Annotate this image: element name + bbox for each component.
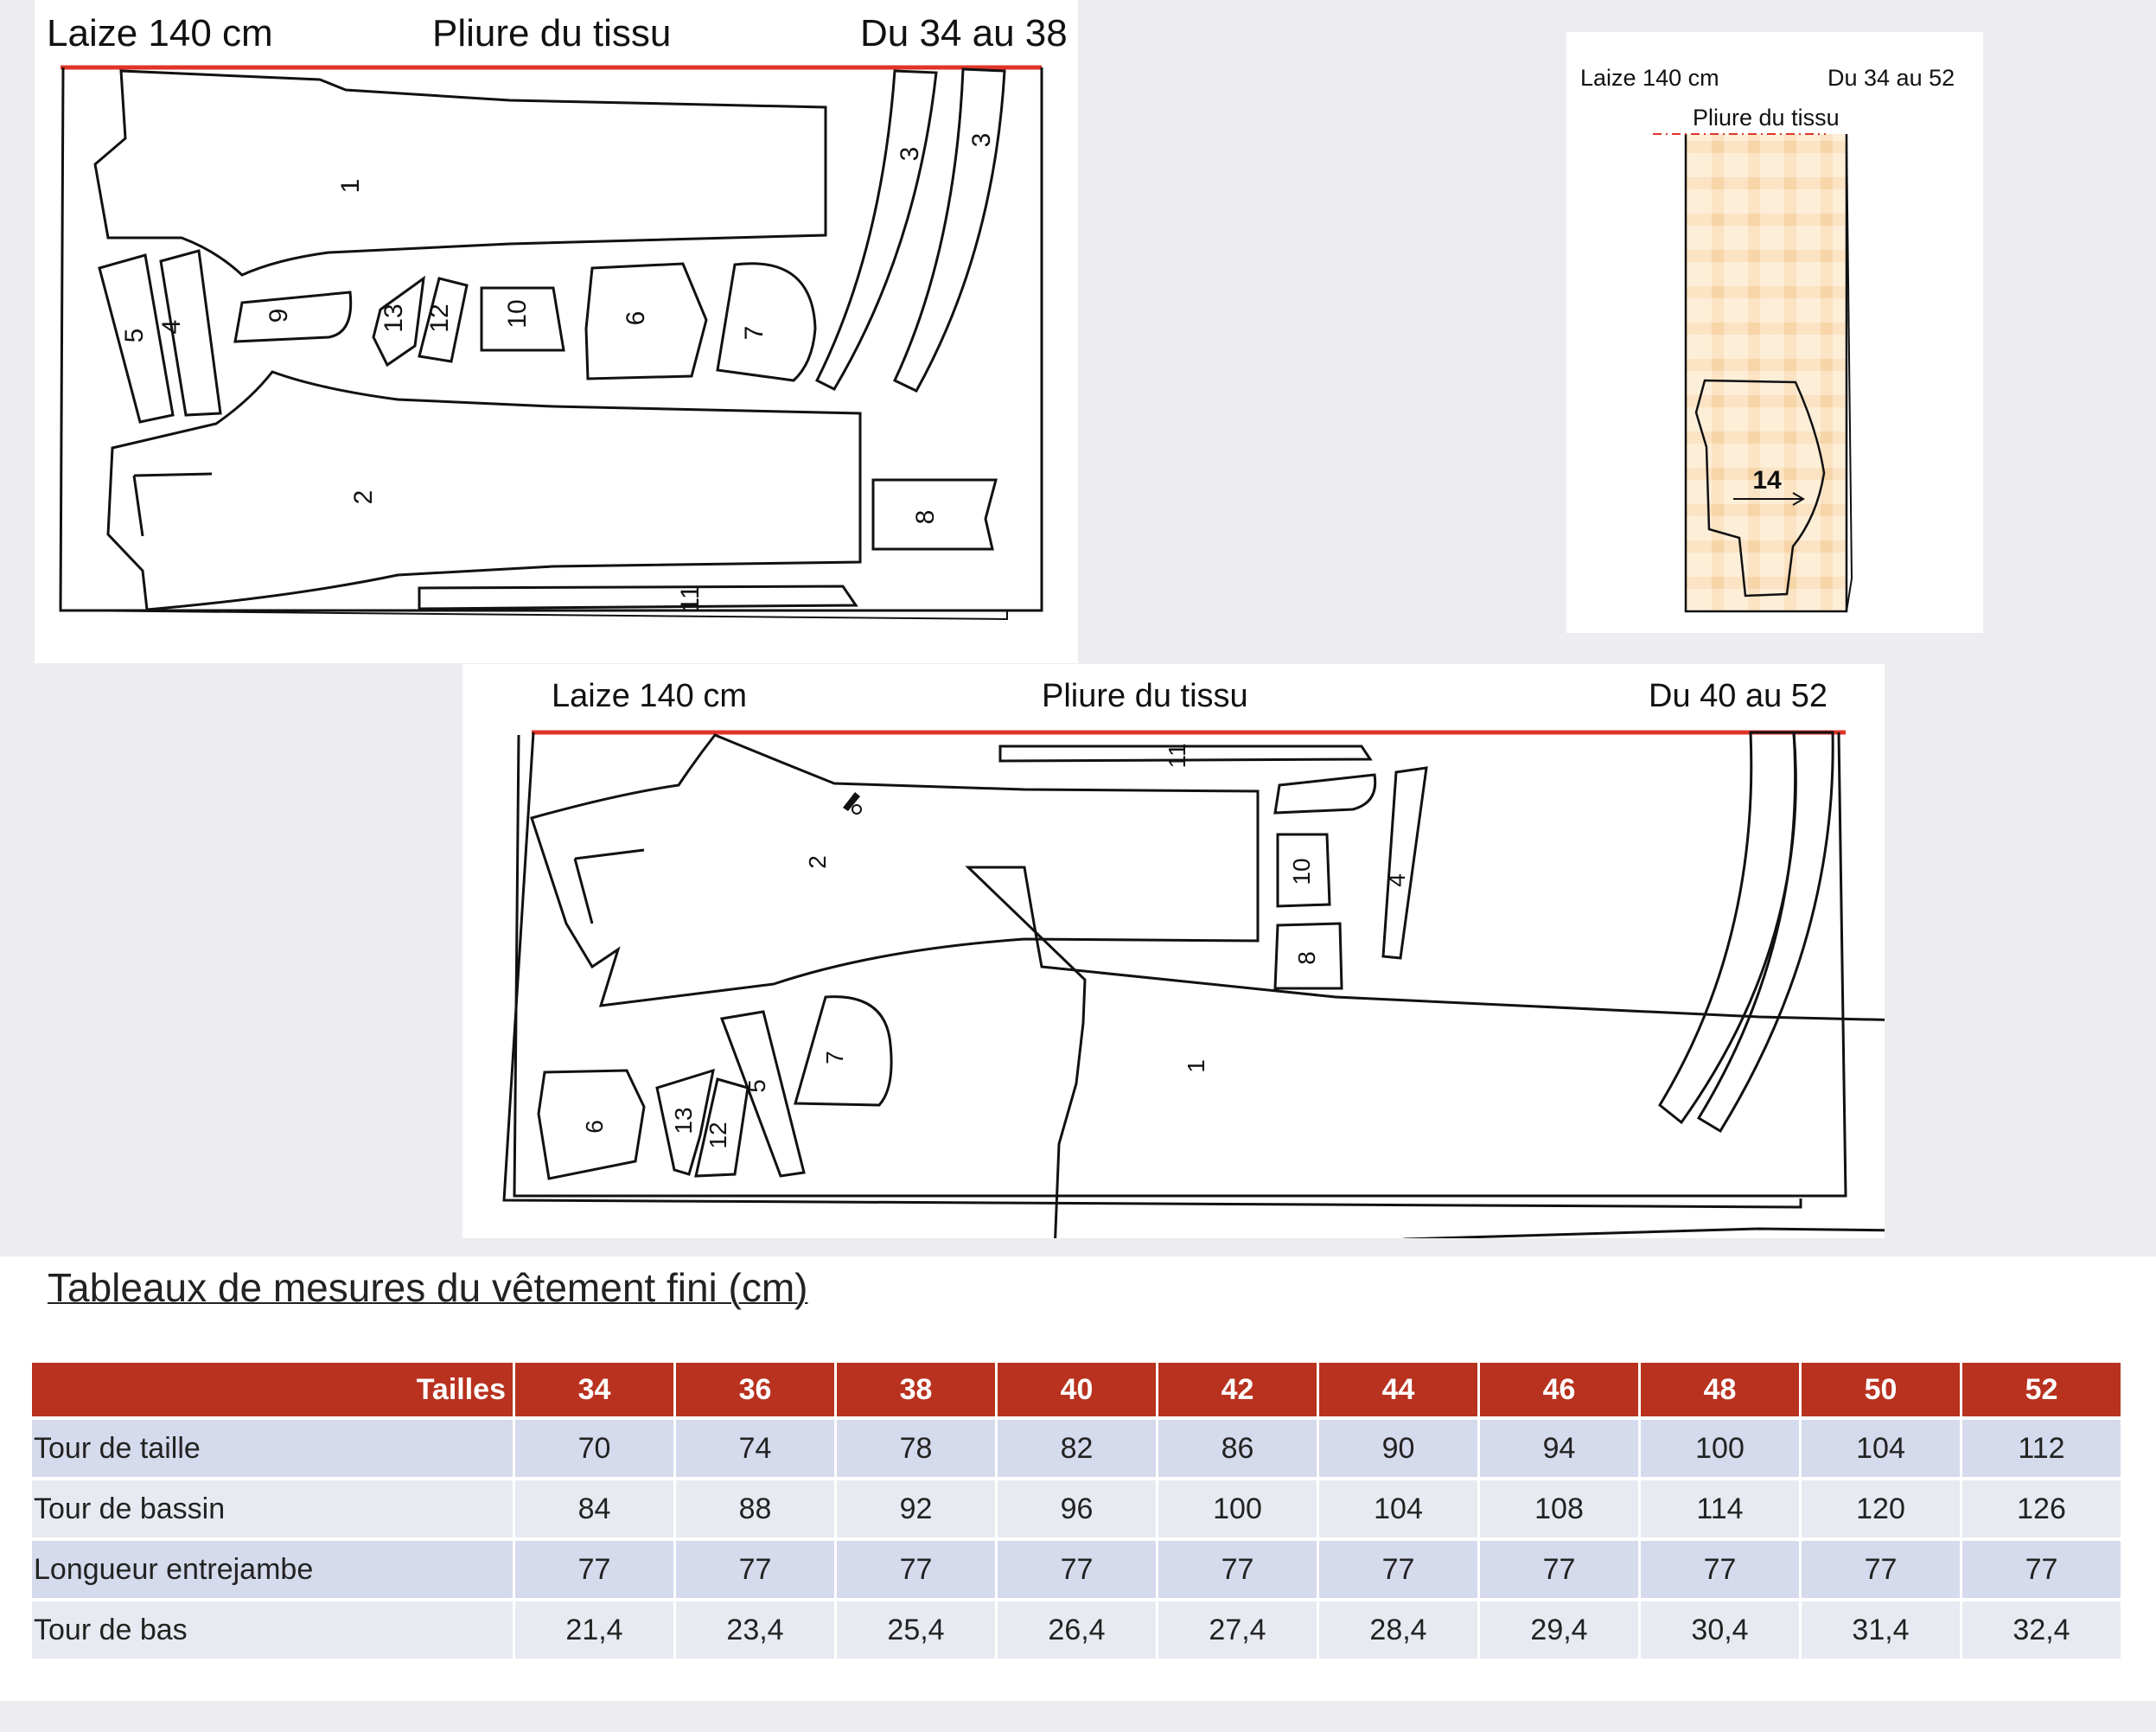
table-cell: 126 bbox=[1962, 1480, 2121, 1537]
row-label: Tour de bas bbox=[32, 1601, 513, 1659]
table-cell: 77 bbox=[1962, 1541, 2121, 1598]
size-header: 34 bbox=[515, 1363, 673, 1416]
piece-label-7: 7 bbox=[821, 1051, 848, 1064]
piece-label-6: 6 bbox=[622, 310, 650, 326]
piece-11-outline bbox=[419, 585, 856, 612]
piece-label-6: 6 bbox=[581, 1120, 608, 1134]
table-title: Tableaux de mesures du vêtement fini (cm) bbox=[48, 1265, 808, 1310]
laize-label: Laize 140 cm bbox=[552, 678, 748, 714]
table-cell: 84 bbox=[515, 1480, 673, 1537]
piece-label-3b: 3 bbox=[967, 132, 996, 148]
size-header: 38 bbox=[837, 1363, 995, 1416]
piece-label-4: 4 bbox=[157, 319, 186, 335]
pencil-icon bbox=[843, 792, 861, 814]
table-cell: 108 bbox=[1480, 1480, 1638, 1537]
piece-label-9: 9 bbox=[265, 308, 293, 323]
piece-label-4: 4 bbox=[1383, 873, 1410, 887]
table-cell: 77 bbox=[1480, 1541, 1638, 1598]
size-range-label: Du 34 au 52 bbox=[1827, 65, 1955, 91]
piece-7-outline bbox=[718, 264, 815, 380]
table-cell: 100 bbox=[1158, 1480, 1317, 1537]
table-cell: 77 bbox=[837, 1541, 995, 1598]
table-cell: 96 bbox=[998, 1480, 1156, 1537]
piece-3a-outline bbox=[817, 71, 936, 389]
piece-3b-outline bbox=[1699, 732, 1833, 1131]
table-cell: 31,4 bbox=[1802, 1601, 1960, 1659]
piece-5-outline bbox=[722, 1012, 804, 1176]
table-cell: 26,4 bbox=[998, 1601, 1156, 1659]
table-row bbox=[32, 1420, 2121, 1477]
piece-label-5: 5 bbox=[120, 328, 149, 343]
measurement-table bbox=[29, 1359, 2123, 1662]
piece-label-10: 10 bbox=[1288, 858, 1315, 885]
piece-label-3a: 3 bbox=[896, 146, 924, 162]
piece-label-1: 1 bbox=[336, 178, 365, 194]
size-header: 50 bbox=[1802, 1363, 1960, 1416]
header-label: Tailles bbox=[32, 1363, 513, 1416]
table-cell: 86 bbox=[1158, 1420, 1317, 1477]
table-cell: 104 bbox=[1802, 1420, 1960, 1477]
piece-label-1: 1 bbox=[1183, 1059, 1209, 1073]
table-cell: 27,4 bbox=[1158, 1601, 1317, 1659]
table-cell: 94 bbox=[1480, 1420, 1638, 1477]
table-cell: 77 bbox=[1802, 1541, 1960, 1598]
piece-label-8: 8 bbox=[911, 509, 940, 525]
table-cell: 28,4 bbox=[1319, 1601, 1477, 1659]
table-cell: 77 bbox=[515, 1541, 673, 1598]
piece-label-12: 12 bbox=[425, 304, 454, 333]
row-label: Tour de taille bbox=[32, 1420, 513, 1477]
cutting-layout-34-38 bbox=[35, 0, 1078, 663]
table-header-row bbox=[32, 1363, 2121, 1416]
table-cell: 120 bbox=[1802, 1480, 1960, 1537]
piece-label-5: 5 bbox=[743, 1079, 770, 1093]
table-cell: 112 bbox=[1962, 1420, 2121, 1477]
table-cell: 82 bbox=[998, 1420, 1156, 1477]
table-cell: 70 bbox=[515, 1420, 673, 1477]
table-cell: 88 bbox=[676, 1480, 834, 1537]
piece-label-10: 10 bbox=[503, 299, 532, 329]
table-cell: 77 bbox=[1158, 1541, 1317, 1598]
size-range-label: Du 34 au 38 bbox=[860, 12, 1068, 54]
fold-label: Pliure du tissu bbox=[1693, 105, 1840, 131]
table-cell: 100 bbox=[1641, 1420, 1799, 1477]
table-cell: 30,4 bbox=[1641, 1601, 1799, 1659]
size-range-label: Du 40 au 52 bbox=[1649, 678, 1828, 714]
piece-label-11: 11 bbox=[676, 585, 705, 612]
size-header: 36 bbox=[676, 1363, 834, 1416]
cutting-layout-34-52 bbox=[1566, 32, 1983, 633]
table-row bbox=[32, 1601, 2121, 1659]
table-cell: 90 bbox=[1319, 1420, 1477, 1477]
laize-label: Laize 140 cm bbox=[47, 12, 273, 54]
piece-label-12: 12 bbox=[705, 1122, 731, 1149]
table-row bbox=[32, 1541, 2121, 1598]
table-cell: 77 bbox=[1641, 1541, 1799, 1598]
size-header: 48 bbox=[1641, 1363, 1799, 1416]
piece-4-outline bbox=[1383, 768, 1426, 958]
table-cell: 25,4 bbox=[837, 1601, 995, 1659]
piece-2-outline bbox=[532, 735, 1258, 1006]
piece-9-outline bbox=[1275, 775, 1375, 813]
piece-label-11: 11 bbox=[1164, 743, 1190, 769]
table-cell: 77 bbox=[676, 1541, 834, 1598]
size-header: 40 bbox=[998, 1363, 1156, 1416]
piece-label-13: 13 bbox=[380, 304, 408, 333]
piece-3b-outline bbox=[895, 69, 1005, 391]
piece-label-2: 2 bbox=[349, 489, 378, 505]
table-cell: 32,4 bbox=[1962, 1601, 2121, 1659]
table-cell: 77 bbox=[1319, 1541, 1477, 1598]
pattern-layout-drawing bbox=[35, 0, 1078, 663]
table-cell: 114 bbox=[1641, 1480, 1799, 1537]
pattern-layout-drawing bbox=[1566, 32, 1983, 633]
piece-label-8: 8 bbox=[1293, 951, 1320, 965]
laize-label: Laize 140 cm bbox=[1580, 65, 1719, 91]
piece-label-2: 2 bbox=[804, 855, 831, 869]
table-cell: 104 bbox=[1319, 1480, 1477, 1537]
table-cell: 29,4 bbox=[1480, 1601, 1638, 1659]
piece-1-outline bbox=[968, 867, 1885, 1238]
fold-label: Pliure du tissu bbox=[1042, 678, 1248, 714]
table-cell: 23,4 bbox=[676, 1601, 834, 1659]
fold-label: Pliure du tissu bbox=[432, 12, 672, 54]
table-cell: 77 bbox=[998, 1541, 1156, 1598]
table-cell: 78 bbox=[837, 1420, 995, 1477]
piece-label-7: 7 bbox=[740, 325, 769, 341]
pattern-layout-drawing bbox=[462, 664, 1885, 1238]
piece-1-outline bbox=[95, 71, 826, 275]
piece-label-14: 14 bbox=[1752, 466, 1782, 495]
row-label: Tour de bassin bbox=[32, 1480, 513, 1537]
size-header: 44 bbox=[1319, 1363, 1477, 1416]
table-cell: 74 bbox=[676, 1420, 834, 1477]
table-cell: 21,4 bbox=[515, 1601, 673, 1659]
cutting-layout-40-52 bbox=[462, 664, 1885, 1238]
size-header: 46 bbox=[1480, 1363, 1638, 1416]
size-header: 52 bbox=[1962, 1363, 2121, 1416]
piece-label-13: 13 bbox=[670, 1107, 697, 1134]
row-label: Longueur entrejambe bbox=[32, 1541, 513, 1598]
table-cell: 92 bbox=[837, 1480, 995, 1537]
size-header: 42 bbox=[1158, 1363, 1317, 1416]
table-row bbox=[32, 1480, 2121, 1537]
